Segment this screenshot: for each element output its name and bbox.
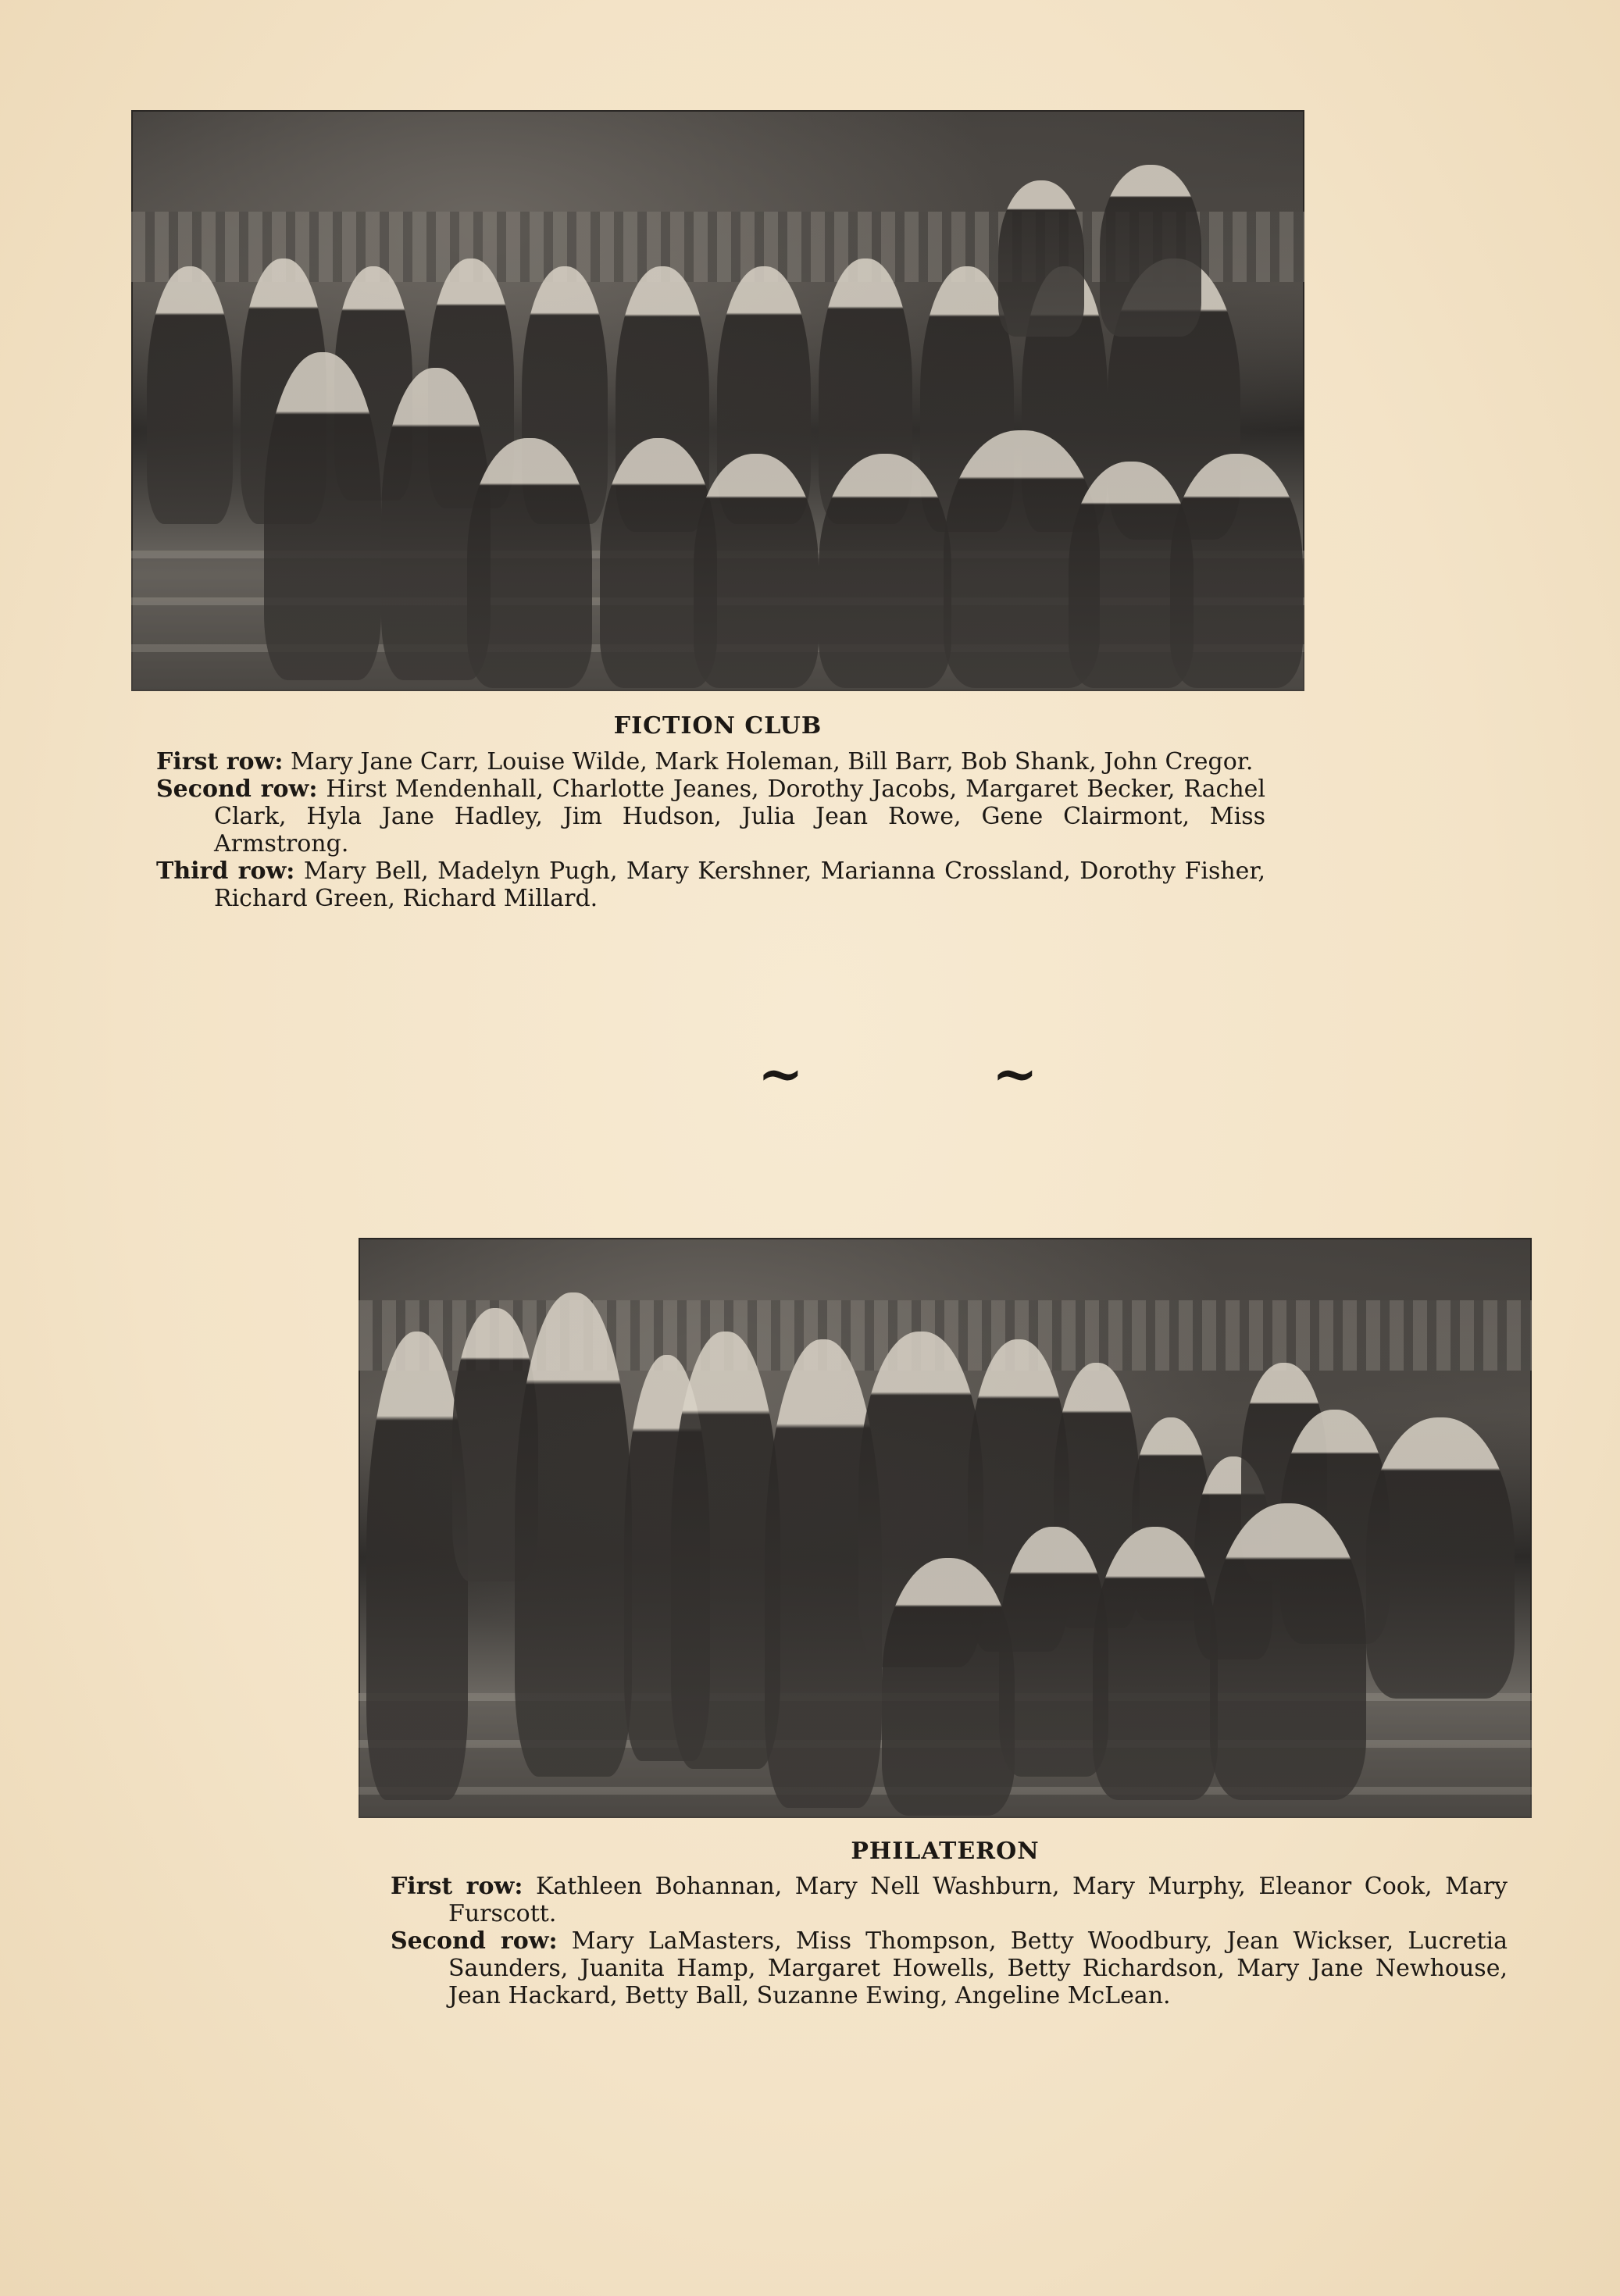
row-names: Kathleen Bohannan, Mary Nell Washburn, Mary Murphy, Eleanor Cook, Mary Furscott.: [448, 1873, 1508, 1927]
person: [819, 454, 951, 688]
caption-row: [391, 1873, 1508, 1927]
person: [366, 1332, 468, 1800]
swash-ornament: ~: [758, 1041, 804, 1106]
person: [671, 1332, 780, 1769]
caption-row: [156, 775, 1265, 857]
person: [515, 1292, 632, 1777]
person: [467, 438, 592, 688]
swash-ornament: ~: [992, 1041, 1038, 1106]
row-names: Hirst Mendenhall, Charlotte Jeanes, Dorothy Jacobs, Margaret Becker, Rachel Clark, Hyla Jane Hadley, Jim Hudson, Julia Jean Rowe, Gene Clairmont, Miss Armstrong.: [214, 775, 1265, 857]
person: [882, 1558, 1015, 1816]
caption-row: [156, 748, 1265, 775]
philateron-title: PHILATERON: [851, 1838, 1040, 1865]
caption-row: [156, 857, 1265, 912]
person: [1366, 1417, 1515, 1699]
row-label: Second row:: [391, 1927, 558, 1955]
row-label: First row:: [391, 1873, 523, 1900]
row-label: First row:: [156, 748, 284, 775]
philateron-caption: [391, 1873, 1508, 2009]
row-label: Second row:: [156, 775, 318, 803]
caption-row: [391, 1927, 1508, 2009]
fiction-club-title: FICTION CLUB: [613, 712, 822, 740]
fiction-club-group-photo: [131, 110, 1304, 691]
person: [1093, 1527, 1218, 1800]
person: [999, 1527, 1108, 1777]
row-label: Third row:: [156, 857, 295, 885]
row-names: Mary Jane Carr, Louise Wilde, Mark Holeman, Bill Barr, Bob Shank, John Cregor.: [290, 748, 1254, 775]
row-names: Mary LaMasters, Miss Thompson, Betty Woodbury, Jean Wickser, Lucretia Saunders, Juanita Hamp, Margaret Howells, Betty Richardson, Mary Jane Newhouse, Jean Hackard, Betty Ball, Suzanne Ewing, Angeline McLean.: [448, 1927, 1508, 2009]
person: [998, 180, 1084, 337]
fiction-club-caption: [156, 748, 1265, 912]
row-names: Mary Bell, Madelyn Pugh, Mary Kershner, Marianna Crossland, Dorothy Fisher, Richard Green, Richard Millard.: [214, 857, 1265, 912]
person: [694, 454, 819, 688]
person: [1170, 454, 1303, 688]
person: [1100, 165, 1201, 337]
person: [264, 352, 381, 680]
person: [1210, 1503, 1366, 1800]
philateron-group-photo: [359, 1238, 1532, 1818]
person: [147, 266, 233, 524]
